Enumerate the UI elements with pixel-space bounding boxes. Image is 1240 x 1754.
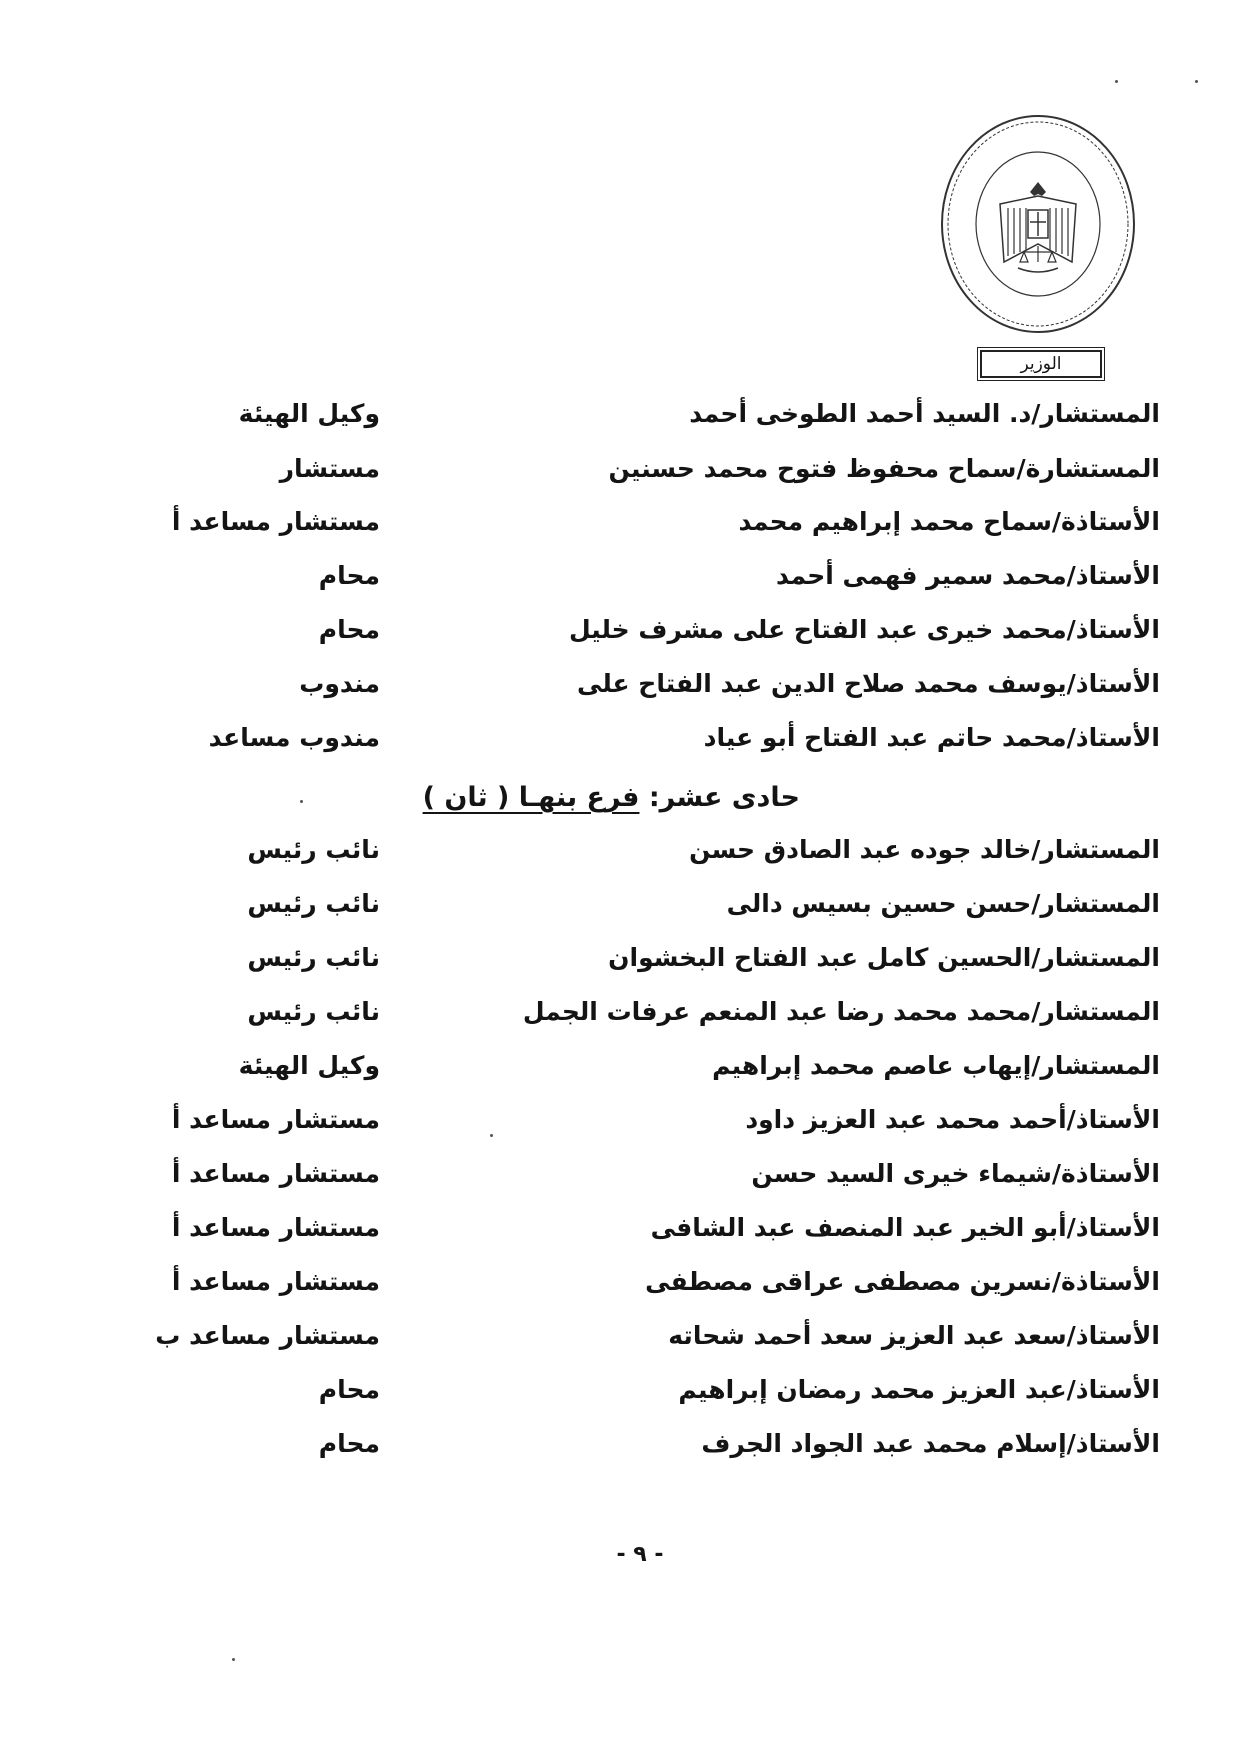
person-title: مستشار — [279, 454, 380, 483]
person-name: المستشار/د. السيد أحمد الطوخى أحمد — [689, 399, 1160, 428]
person-title: محام — [318, 561, 380, 590]
list-item — [120, 1262, 1160, 1312]
person-title: نائب رئيس — [247, 889, 380, 918]
person-name: الأستاذ/أحمد محمد عبد العزيز داود — [745, 1105, 1160, 1134]
person-name: المستشار/محمد محمد رضا عبد المنعم عرفات الجمل — [522, 997, 1160, 1026]
scan-speck — [490, 1134, 493, 1137]
person-name: الأستاذ/عبد العزيز محمد رمضان إبراهيم — [678, 1375, 1160, 1404]
scan-speck — [1115, 80, 1118, 83]
person-title: مندوب مساعد — [208, 723, 380, 752]
scan-speck — [300, 800, 303, 803]
list-item — [120, 664, 1160, 714]
person-title: مندوب — [299, 669, 380, 698]
person-name: المستشارة/سماح محفوظ فتوح محمد حسنين — [608, 454, 1160, 483]
ministry-seal — [938, 112, 1138, 336]
list-item — [120, 830, 1160, 880]
list-item — [120, 1370, 1160, 1420]
person-title: مستشار مساعد أ — [171, 1159, 380, 1188]
person-title: محام — [318, 1429, 380, 1458]
list-item — [120, 884, 1160, 934]
list-item — [120, 1208, 1160, 1258]
person-title: مستشار مساعد ب — [155, 1321, 380, 1350]
scan-speck — [1195, 80, 1198, 83]
list-item — [120, 1316, 1160, 1366]
person-title: نائب رئيس — [247, 835, 380, 864]
list-item — [120, 502, 1160, 552]
person-name: المستشار/الحسين كامل عبد الفتاح البخشوان — [608, 943, 1160, 972]
list-item — [120, 449, 1160, 499]
list-item — [120, 1046, 1160, 1096]
eagle-seal-icon — [938, 112, 1138, 336]
person-title: محام — [318, 1375, 380, 1404]
person-title: محام — [318, 615, 380, 644]
section-label: حادى عشر: — [648, 782, 800, 813]
person-name: الأستاذ/محمد سمير فهمى أحمد — [776, 561, 1160, 590]
person-name: الأستاذة/نسرين مصطفى عراقى مصطفى — [645, 1267, 1160, 1296]
section-branch: فرع بنهـا ( ثان ) — [422, 782, 640, 813]
scan-speck — [232, 1658, 235, 1661]
person-title: نائب رئيس — [247, 943, 380, 972]
person-name: الأستاذ/محمد حاتم عبد الفتاح أبو عياد — [703, 723, 1160, 752]
person-name: المستشار/خالد جوده عبد الصادق حسن — [689, 835, 1160, 864]
person-name: المستشار/حسن حسين بسيس دالى — [726, 889, 1160, 918]
person-name: الأستاذ/محمد خيرى عبد الفتاح على مشرف خليل — [568, 615, 1160, 644]
person-title: وكيل الهيئة — [238, 1051, 380, 1080]
section-heading — [422, 776, 800, 824]
person-title: مستشار مساعد أ — [171, 1213, 380, 1242]
list-item — [120, 556, 1160, 606]
person-title: مستشار مساعد أ — [171, 507, 380, 536]
person-title: مستشار مساعد أ — [171, 1267, 380, 1296]
list-item — [120, 610, 1160, 660]
person-name: الأستاذ/أبو الخير عبد المنصف عبد الشافى — [650, 1213, 1160, 1242]
list-item — [120, 1424, 1160, 1474]
person-name: الأستاذ/سعد عبد العزيز سعد أحمد شحاته — [668, 1321, 1160, 1350]
person-name: الأستاذة/سماح محمد إبراهيم محمد — [738, 507, 1160, 536]
person-title: وكيل الهيئة — [238, 399, 380, 428]
person-title: مستشار مساعد أ — [171, 1105, 380, 1134]
minister-caption: الوزير — [980, 350, 1102, 378]
person-title: نائب رئيس — [247, 997, 380, 1026]
list-item — [120, 992, 1160, 1042]
list-item — [120, 394, 1160, 444]
list-item — [120, 938, 1160, 988]
list-item — [120, 1100, 1160, 1150]
page-number: - ٩ - — [616, 1542, 664, 1567]
person-name: الأستاذ/يوسف محمد صلاح الدين عبد الفتاح على — [577, 669, 1160, 698]
person-name: المستشار/إيهاب عاصم محمد إبراهيم — [712, 1051, 1160, 1080]
list-item — [120, 718, 1160, 768]
person-name: الأستاذ/إسلام محمد عبد الجواد الجرف — [701, 1429, 1160, 1458]
list-item — [120, 1154, 1160, 1204]
person-name: الأستاذة/شيماء خيرى السيد حسن — [751, 1159, 1160, 1188]
